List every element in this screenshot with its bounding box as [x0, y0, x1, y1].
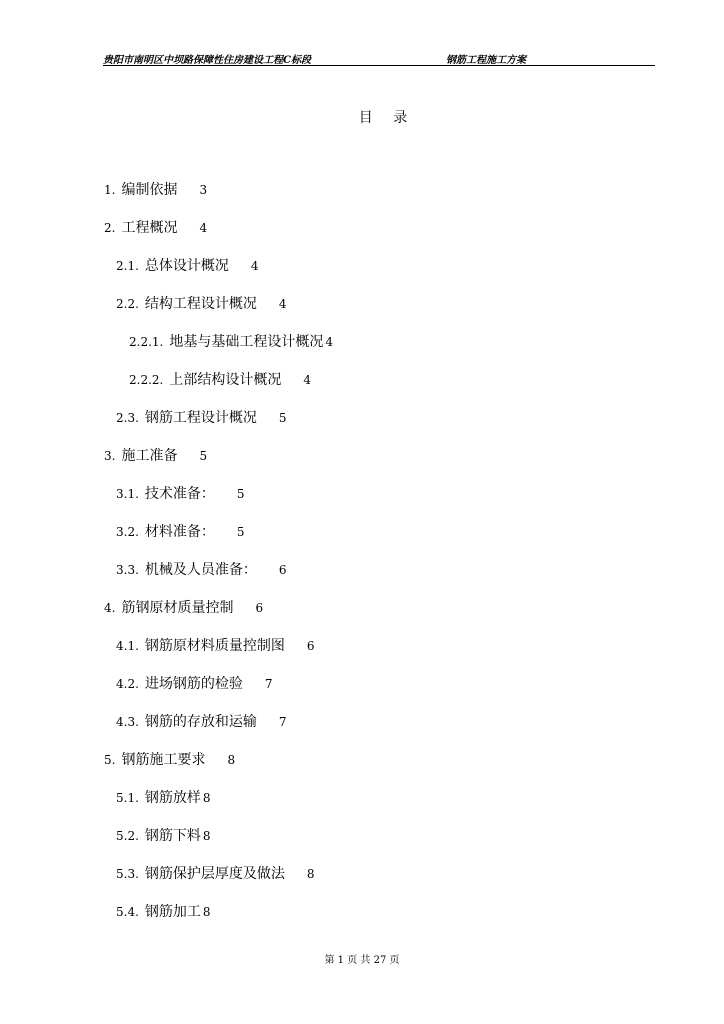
toc-entry-text: 材料准备： [144, 524, 215, 540]
toc-entry-page: 3 [199, 183, 208, 197]
toc-entry-number: 5. [104, 753, 116, 767]
toc-entry[interactable] [129, 333, 333, 351]
toc-entry-number: 4. [104, 601, 116, 615]
toc-entry-text: 技术准备： [144, 486, 215, 502]
toc-entry[interactable] [116, 675, 273, 693]
toc-entry-number: 5.2. [116, 829, 139, 843]
toc-entry[interactable] [116, 637, 315, 655]
toc-entry-text: 钢筋工程设计概况 [144, 410, 257, 426]
toc-entry[interactable] [104, 599, 263, 617]
toc-entry[interactable] [104, 751, 235, 769]
toc-entry[interactable] [116, 789, 211, 807]
toc-entry-number: 5.3. [116, 867, 139, 881]
toc-entry-page: 4 [250, 259, 259, 273]
toc-entry-page: 8 [202, 791, 211, 805]
toc-entry-number: 2.3. [116, 411, 139, 425]
toc-entry-page: 8 [202, 829, 211, 843]
toc-title: 目 录 [358, 110, 416, 126]
toc-entry-text: 地基与基础工程设计概况 [169, 334, 324, 350]
toc-entry[interactable] [116, 827, 211, 845]
toc-entry-page: 4 [199, 221, 208, 235]
toc-entry[interactable] [116, 257, 259, 275]
toc-entry-page: 5 [236, 487, 245, 501]
toc-entry-page: 6 [278, 563, 287, 577]
toc-entry-page: 8 [227, 753, 236, 767]
toc-entry-number: 3.1. [116, 487, 139, 501]
toc-entry[interactable] [116, 561, 287, 579]
toc-entry[interactable] [104, 447, 207, 465]
toc-entry-number: 3.2. [116, 525, 139, 539]
toc-entry-number: 4.1. [116, 639, 139, 653]
toc-entry-number: 1. [104, 183, 116, 197]
toc-entry-page: 7 [278, 715, 287, 729]
toc-entry[interactable] [116, 295, 287, 313]
toc-entry-number: 2.2.1. [129, 335, 164, 349]
toc-entry[interactable] [116, 865, 315, 883]
toc-entry-page: 8 [306, 867, 315, 881]
toc-entry-text: 机械及人员准备： [144, 562, 257, 578]
toc-entry-number: 5.1. [116, 791, 139, 805]
toc-entry[interactable] [116, 903, 211, 921]
toc-entry-number: 4.3. [116, 715, 139, 729]
header-project-name: 贵阳市南明区中坝路保障性住房建设工程C标段 [103, 55, 311, 66]
toc-entry-page: 5 [236, 525, 245, 539]
toc-entry-text: 上部结构设计概况 [169, 372, 282, 388]
toc-entry-text: 钢筋的存放和运输 [144, 714, 257, 730]
toc-entry[interactable] [116, 409, 287, 427]
toc-entry[interactable] [129, 371, 311, 389]
toc-entry-number: 3.3. [116, 563, 139, 577]
toc-entry-page: 8 [202, 905, 211, 919]
toc-entry-page: 4 [303, 373, 311, 387]
toc-entry[interactable] [116, 485, 245, 503]
toc-entry-page: 5 [199, 449, 208, 463]
toc-entry-number: 3. [104, 449, 116, 463]
toc-entry-text: 钢筋原材料质量控制图 [144, 638, 285, 654]
toc-entry-number: 2.2.2. [129, 373, 164, 387]
toc-entry-text: 钢筋下料 [144, 828, 201, 844]
toc-entry-number: 2. [104, 221, 116, 235]
toc-entry-number: 2.1. [116, 259, 139, 273]
toc-entry[interactable] [104, 181, 207, 199]
toc-entry-text: 钢筋加工 [144, 904, 201, 920]
toc-entry-text: 钢筋保护层厚度及做法 [144, 866, 285, 882]
toc-entry-text: 总体设计概况 [144, 258, 229, 274]
toc-entry-text: 结构工程设计概况 [144, 296, 257, 312]
toc-entry-number: 5.4. [116, 905, 139, 919]
toc-entry-text: 工程概况 [121, 220, 178, 236]
toc-entry-page: 6 [306, 639, 315, 653]
header-document-title: 钢筋工程施工方案 [446, 55, 526, 66]
toc-entry-page: 6 [255, 601, 264, 615]
toc-entry-page: 5 [278, 411, 287, 425]
toc-entry-page: 4 [325, 335, 333, 349]
toc-entry[interactable] [116, 523, 245, 541]
toc-entry-number: 2.2. [116, 297, 139, 311]
toc-entry-text: 钢筋放样 [144, 790, 201, 806]
toc-entry-page: 4 [278, 297, 287, 311]
toc-entry-text: 施工准备 [121, 448, 178, 464]
toc-entry[interactable] [104, 219, 207, 237]
toc-entry-text: 编制依据 [121, 182, 178, 198]
toc-entry-page: 7 [264, 677, 273, 691]
page-footer: 第 1 页 共 27 页 [324, 955, 400, 966]
toc-entry-number: 4.2. [116, 677, 139, 691]
toc-entry-text: 钢筋施工要求 [121, 752, 206, 768]
toc-entry-text: 筋钢原材质量控制 [121, 600, 234, 616]
toc-entry-text: 进场钢筋的检验 [144, 676, 243, 692]
toc-entry[interactable] [116, 713, 287, 731]
